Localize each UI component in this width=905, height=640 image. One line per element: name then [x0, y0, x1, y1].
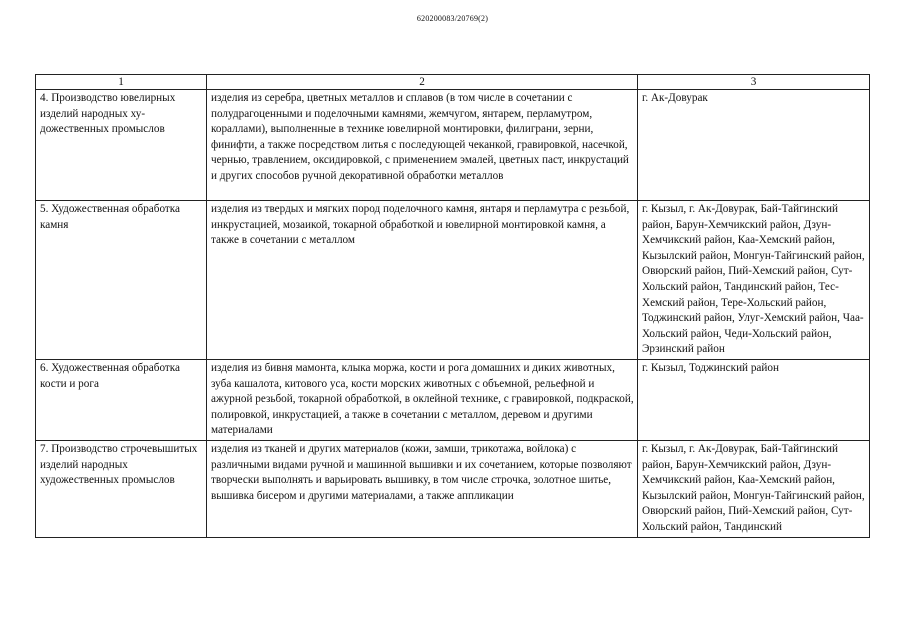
- column-header-1: 1: [36, 75, 207, 90]
- craft-places-cell: г. Ак-Довурак: [638, 90, 870, 201]
- craft-places-cell: г. Кызыл, г. Ак-Довурак, Бай-Тайгинский район, Барун-Хемчикский район, Дзун-Хемчикский район, Каа-Хемский район, Кызылский район, Монгун-Тайгинский район, Овюрский район, Пий-Хемский район, Сут-Хольский район, Тандинский: [638, 440, 870, 537]
- craft-name-cell: 4. Производство ювелирных изделий народных художественных промыслов: [36, 90, 207, 201]
- craft-description-cell: изделия из серебра, цветных металлов и сплавов (в том числе в сочетании с полудрагоценными и поделочными камнями, жемчугом, янтарем, перламутром, кораллами), выполненные в технике ювелирной монтировки, филиграни, зерни, финифти, а также посредством литья с последующей чеканкой, гравировкой, насечкой, чернью, травлением, оксидировкой, с применением эмалей, цветных паст, инкрустаций и других способов ручной декоративной обработки металлов: [207, 90, 638, 201]
- craft-places-cell: г. Кызыл, г. Ак-Довурак, Бай-Тайгинский район, Барун-Хемчикский район, Дзун-Хемчикский район, Каа-Хемский район, Кызылский район, Монгун-Тайгинский район, Овюрский район, Пий-Хемский район, Сут-Хольский район, Тандинский район, Тес-Хемский район, Тере-Хольский район, Тоджинский район, Улуг-Хемский район, Чаа-Хольский район, Чеди-Хольский район, Эрзинский район: [638, 201, 870, 360]
- column-header-3: 3: [638, 75, 870, 90]
- craft-places-cell: г. Кызыл, Тоджинский район: [638, 360, 870, 441]
- craft-description-cell: изделия из тканей и других материалов (кожи, замши, трикотажа, войлока) с различными видами ручной и машинной вышивки и их сочетанием, которые позволяют творчески выполнять и варьировать вышивку, в том числе строчка, золотное шитье, вышивка бисером и другими материалами, а также аппликации: [207, 440, 638, 537]
- table-row: [36, 440, 870, 537]
- craft-name-cell: 7. Производство строчевышитых изделий народных художественных промыслов: [36, 440, 207, 537]
- craft-name-cell: 5. Художественная обработка камня: [36, 201, 207, 360]
- table-header-row: [36, 75, 870, 90]
- column-header-2: 2: [207, 75, 638, 90]
- document-id: 620200083/20769(2): [416, 14, 489, 23]
- craft-description-cell: изделия из твердых и мягких пород поделочного камня, янтаря и перламутра с резьбой, инкрустацией, мозаикой, токарной обработкой и ювелирной монтировкой камня, а также в сочетании с металлом: [207, 201, 638, 360]
- craft-description-cell: изделия из бивня мамонта, клыка моржа, кости и рога домашних и диких животных, зуба кашалота, китового уса, кости морских животных с объемной, рельефной и ажурной резьбой, токарной обработкой, в оклейной технике, с гравировкой, подкраской, полировкой, инкрустацией, а также в сочетании с металлом, деревом и другими материалами: [207, 360, 638, 441]
- table-row: [36, 360, 870, 441]
- crafts-table: [35, 74, 870, 538]
- table-row: [36, 201, 870, 360]
- table-row: [36, 90, 870, 201]
- craft-name-cell: 6. Художественная обработка кости и рога: [36, 360, 207, 441]
